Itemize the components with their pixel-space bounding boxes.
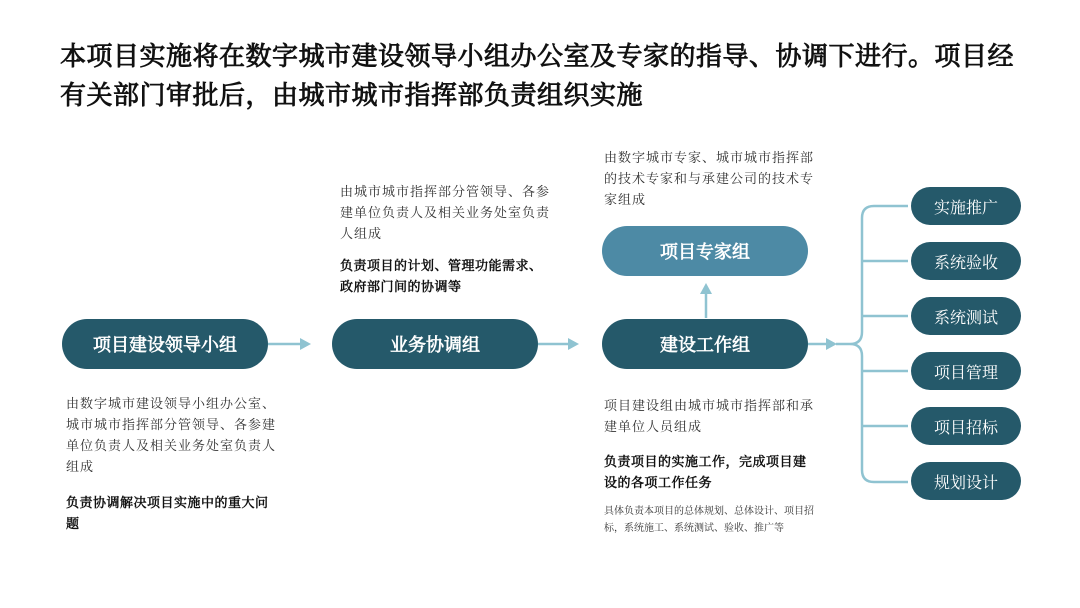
- task-item: 规划设计: [911, 462, 1021, 500]
- leader-desc: 由数字城市建设领导小组办公室、城市城市指挥部分管领导、各参建单位负责人及相关业务处室负责人组成: [66, 397, 277, 475]
- work-desc: 项目建设组由城市城市指挥部和承建单位人员组成: [604, 399, 815, 435]
- node-coord-label: 业务协调组: [390, 335, 480, 356]
- task-item: 系统验收: [911, 242, 1021, 280]
- work-detail: 具体负责本项目的总体规划、总体设计、项目招标，系统施工、系统测试、验收、推广等: [604, 506, 814, 534]
- node-leader-group: [62, 319, 268, 369]
- page-title: 本项目实施将在数字城市建设领导小组办公室及专家的指导、协调下进行。项目经有关部门审批后，由城市城市指挥部负责组织实施: [60, 42, 1015, 111]
- task-item: 项目管理: [911, 352, 1021, 390]
- arrow-head-4: [826, 338, 837, 350]
- arrow-head-3: [700, 283, 712, 294]
- task-item: 项目招标: [911, 407, 1021, 445]
- node-work-group: [602, 319, 808, 369]
- node-leader-label: 项目建设领导小组: [93, 335, 237, 356]
- node-coord-group: [332, 319, 538, 369]
- node-expert-group: [602, 226, 808, 276]
- leader-duty: 负责协调解决项目实施中的重大问题: [66, 496, 269, 532]
- node-expert-label: 项目专家组: [660, 242, 750, 263]
- work-duty: 负责项目的实施工作，完成项目建设的各项工作任务: [604, 455, 807, 491]
- arrow-head-1: [300, 338, 311, 350]
- coord-duty: 负责项目的计划、管理功能需求、政府部门间的协调等: [340, 259, 543, 295]
- arrow-head-2: [568, 338, 579, 350]
- task-item: 系统测试: [911, 297, 1021, 335]
- expert-desc: 由数字城市专家、城市城市指挥部的技术专家和与承建公司的技术专家组成: [604, 151, 815, 208]
- node-work-label: 建设工作组: [660, 335, 750, 356]
- coord-desc: 由城市城市指挥部分管领导、各参建单位负责人及相关业务处室负责人组成: [340, 185, 551, 242]
- task-item: 实施推广: [911, 187, 1021, 225]
- task-bracket: [836, 206, 908, 482]
